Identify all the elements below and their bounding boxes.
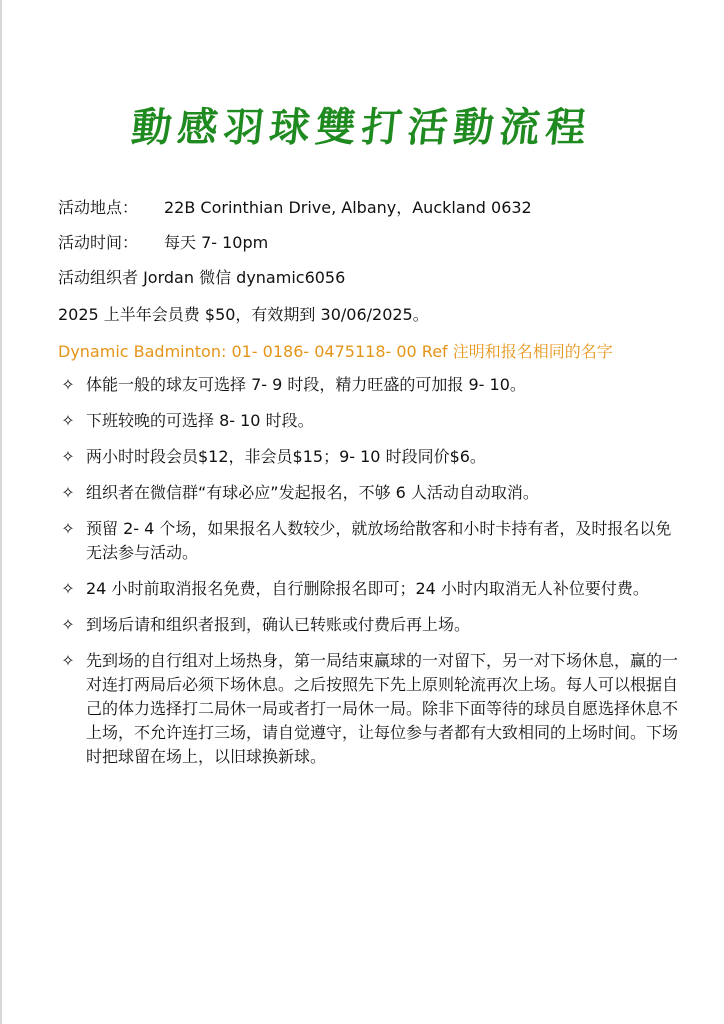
- location-label: 活动地点：: [58, 198, 139, 217]
- four-pointed-star-icon: ✧: [61, 579, 75, 598]
- rule-text: 预留 2- 4 个场，如果报名人数较少，就放场给散客和小时卡持有者，及时报名以免无法参与活动。: [86, 519, 672, 562]
- rule-text: 两小时时段会员$12，非会员$15；9- 10 时段同价$6。: [86, 447, 486, 466]
- rule-item: [58, 445, 678, 469]
- time-label: 活动时间：: [58, 233, 139, 252]
- page-left-edge: [0, 0, 2, 1024]
- rule-item: [58, 613, 678, 637]
- rule-text: 组织者在微信群“有球必应”发起报名，不够 6 人活动自动取消。: [86, 483, 539, 502]
- page-title: 動感羽球雙打活動流程: [129, 104, 595, 151]
- rule-text: 先到场的自行组对上场热身，第一局结束赢球的一对留下，另一对下场休息，赢的一对连打两局后必须下场休息。之后按照先下先上原则轮流再次上场。每人可以根据自己的体力选择打二局休一局或者打一局休一局。除非下面等待的球员自愿选择休息不上场，不允许连打三场，请自觉遵守，让每位参与者都有大致相同的上场时间。下场时把球留在场上，以旧球换新球。: [86, 651, 679, 766]
- four-pointed-star-icon: ✧: [61, 375, 75, 394]
- four-pointed-star-icon: ✧: [61, 411, 75, 430]
- time-line: [58, 232, 698, 254]
- bank-ref-line: Dynamic Badminton: 01- 0186- 0475118- 00 Ref 注明和报名相同的名字: [58, 342, 613, 361]
- rule-item: [58, 481, 678, 505]
- four-pointed-star-icon: ✧: [61, 447, 75, 466]
- rule-item: [58, 409, 678, 433]
- rule-item: [58, 649, 678, 769]
- rule-text: 体能一般的球友可选择 7- 9 时段，精力旺盛的可加报 9- 10。: [86, 375, 526, 394]
- rules-list: [58, 373, 678, 781]
- time-value: 每天 7- 10pm: [164, 233, 269, 252]
- fee-line: 2025 上半年会员费 $50，有效期到 30/06/2025。: [58, 305, 429, 324]
- rule-text: 到场后请和组织者报到，确认已转账或付费后再上场。: [86, 615, 471, 634]
- rule-text: 24 小时前取消报名免费，自行删除报名即可；24 小时内取消无人补位要付费。: [86, 579, 649, 598]
- location-line: [58, 197, 698, 219]
- four-pointed-star-icon: ✧: [61, 651, 75, 670]
- organizer-line: 活动组织者 Jordan 微信 dynamic6056: [58, 268, 346, 287]
- four-pointed-star-icon: ✧: [61, 483, 75, 502]
- rule-item: [58, 577, 678, 601]
- four-pointed-star-icon: ✧: [61, 615, 75, 634]
- four-pointed-star-icon: ✧: [61, 519, 75, 538]
- rule-item: [58, 373, 678, 397]
- rule-item: [58, 517, 678, 565]
- rule-text: 下班较晚的可选择 8- 10 时段。: [86, 411, 314, 430]
- location-value: 22B Corinthian Drive, Albany，Auckland 0632: [164, 198, 532, 217]
